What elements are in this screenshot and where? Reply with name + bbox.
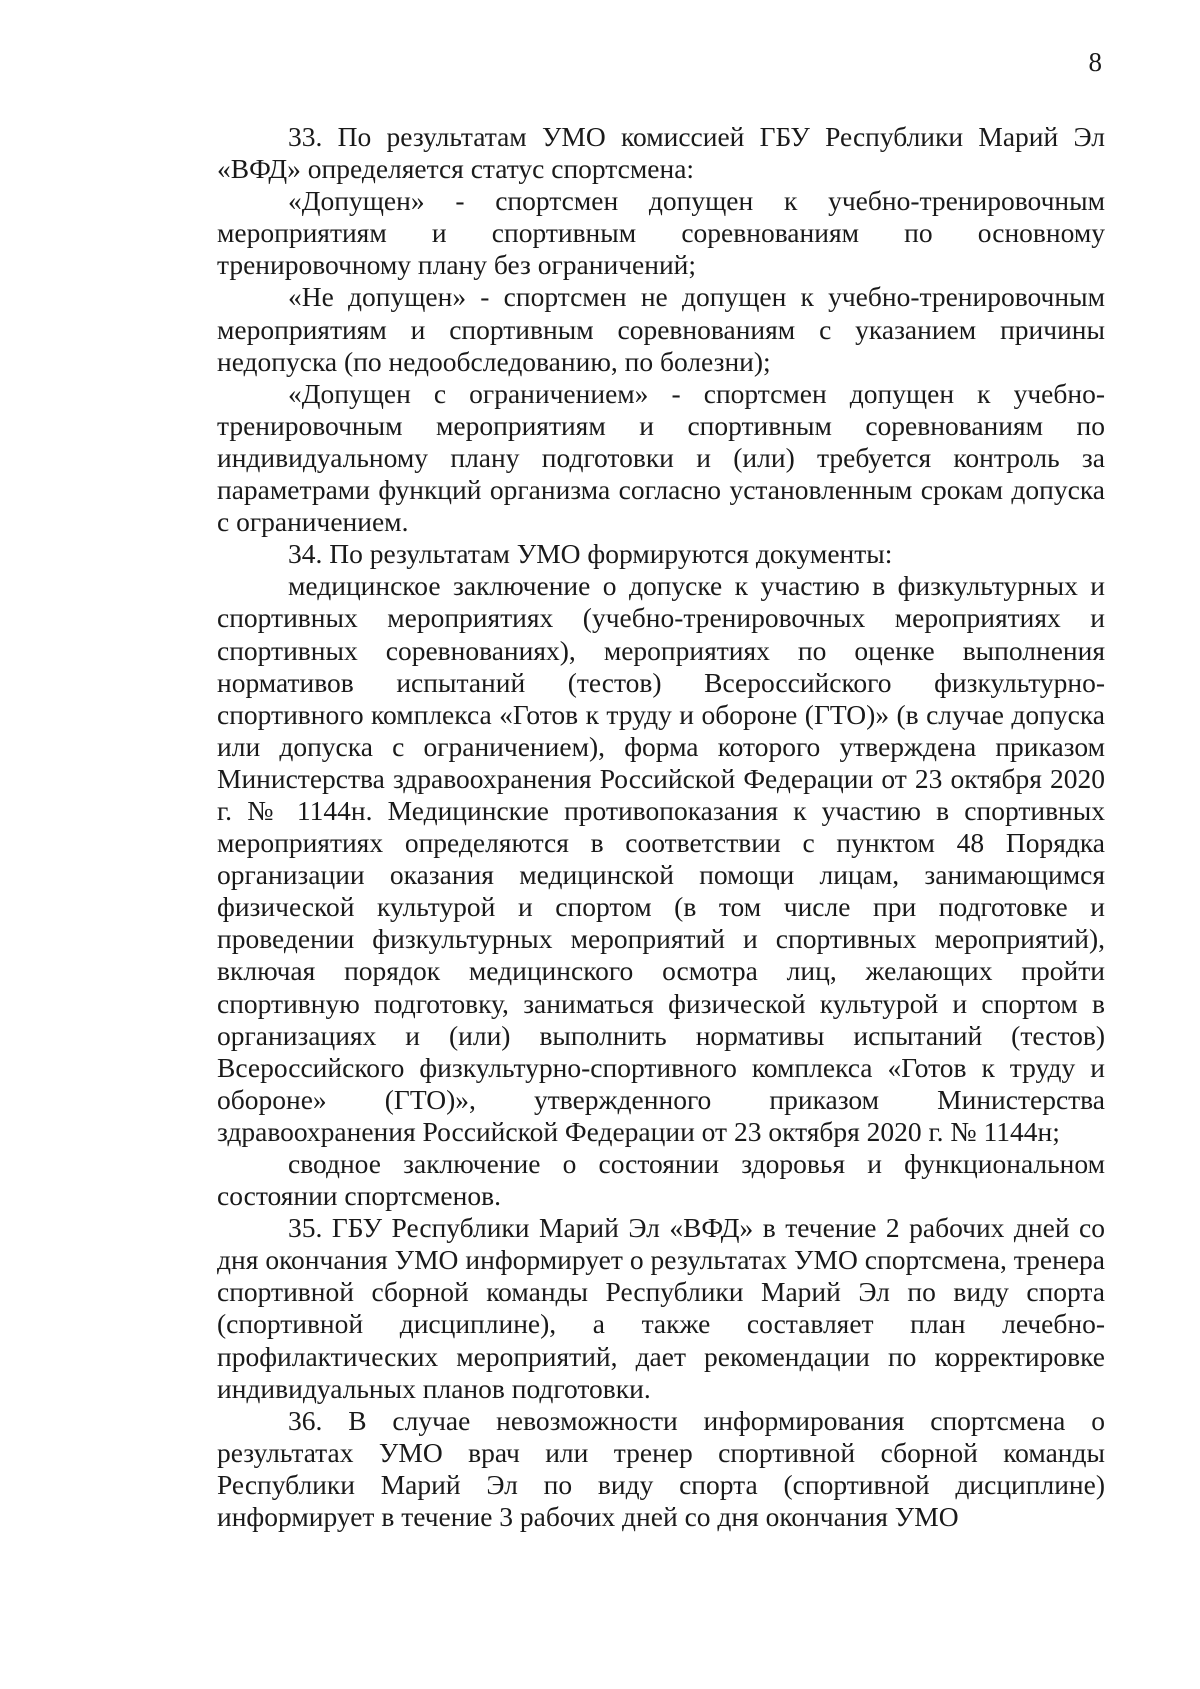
paragraph-status-admitted: «Допущен» - спортсмен допущен к учебно-тренировочным мероприятиям и спортивным соревнованиям по основному тренировочному плану без ограничений; bbox=[217, 185, 1105, 281]
paragraph-36-informing: 36. В случае невозможности информирования спортсмена о результатах УМО врач или тренер спортивной сборной команды Республики Марий Эл по виду спорта (спортивной дисциплине) информирует в течение 3 рабочих дней со дня окончания УМО bbox=[217, 1404, 1105, 1533]
paragraph-35-informing: 35. ГБУ Республики Марий Эл «ВФД» в течение 2 рабочих дней со дня окончания УМО информирует о результатах УМО спортсмена, тренера спортивной сборной команды Республики Марий Эл по виду спорта (спортивной дисциплине), а также составляет план лечебно-профилактических мероприятий, дает рекомендации по корректировке индивидуальных планов подготовки. bbox=[217, 1212, 1105, 1404]
paragraph-status-not-admitted: «Не допущен» - спортсмен не допущен к учебно-тренировочным мероприятиям и спортивным соревнованиям с указанием причины недопуска (по недообследованию, по болезни); bbox=[217, 281, 1105, 377]
paragraph-summary-conclusion: сводное заключение о состоянии здоровья и функциональном состоянии спортсменов. bbox=[217, 1148, 1105, 1212]
document-body bbox=[217, 121, 1105, 1533]
page-number: 8 bbox=[1088, 47, 1102, 77]
paragraph-33-status: 33. По результатам УМО комиссией ГБУ Республики Марий Эл «ВФД» определяется статус спортсмена: bbox=[217, 121, 1105, 185]
paragraph-medical-conclusion: медицинское заключение о допуске к участию в физкультурных и спортивных мероприятиях (учебно-тренировочных мероприятиях и спортивных соревнованиях), мероприятиях по оценке выполнения нормативов испытаний (тестов) Всероссийского физкультурно-спортивного комплекса «Готов к труду и обороне (ГТО)» (в случае допуска или допуска с ограничением), форма которого утверждена приказом Министерства здравоохранения Российской Федерации от 23 октября 2020 г. № 1144н. Медицинские противопоказания к участию в спортивных мероприятиях определяются в соответствии с пунктом 48 Порядка организации оказания медицинской помощи лицам, занимающимся физической культурой и спортом (в том числе при подготовке и проведении физкультурных мероприятий и спортивных мероприятий), включая порядок медицинского осмотра лиц, желающих пройти спортивную подготовку, заниматься физической культурой и спортом в организациях и (или) выполнить нормативы испытаний (тестов) Всероссийского физкультурно-спортивного комплекса «Готов к труду и обороне» (ГТО)», утвержденного приказом Министерства здравоохранения Российской Федерации от 23 октября 2020 г. № 1144н; bbox=[217, 570, 1105, 1147]
paragraph-34-documents: 34. По результатам УМО формируются документы: bbox=[288, 538, 893, 570]
paragraph-status-restricted: «Допущен с ограничением» - спортсмен допущен к учебно-тренировочным мероприятиям и спортивным соревнованиям по индивидуальному плану подготовки и (или) требуется контроль за параметрами функций организма согласно установленным срокам допуска с ограничением. bbox=[217, 377, 1105, 538]
